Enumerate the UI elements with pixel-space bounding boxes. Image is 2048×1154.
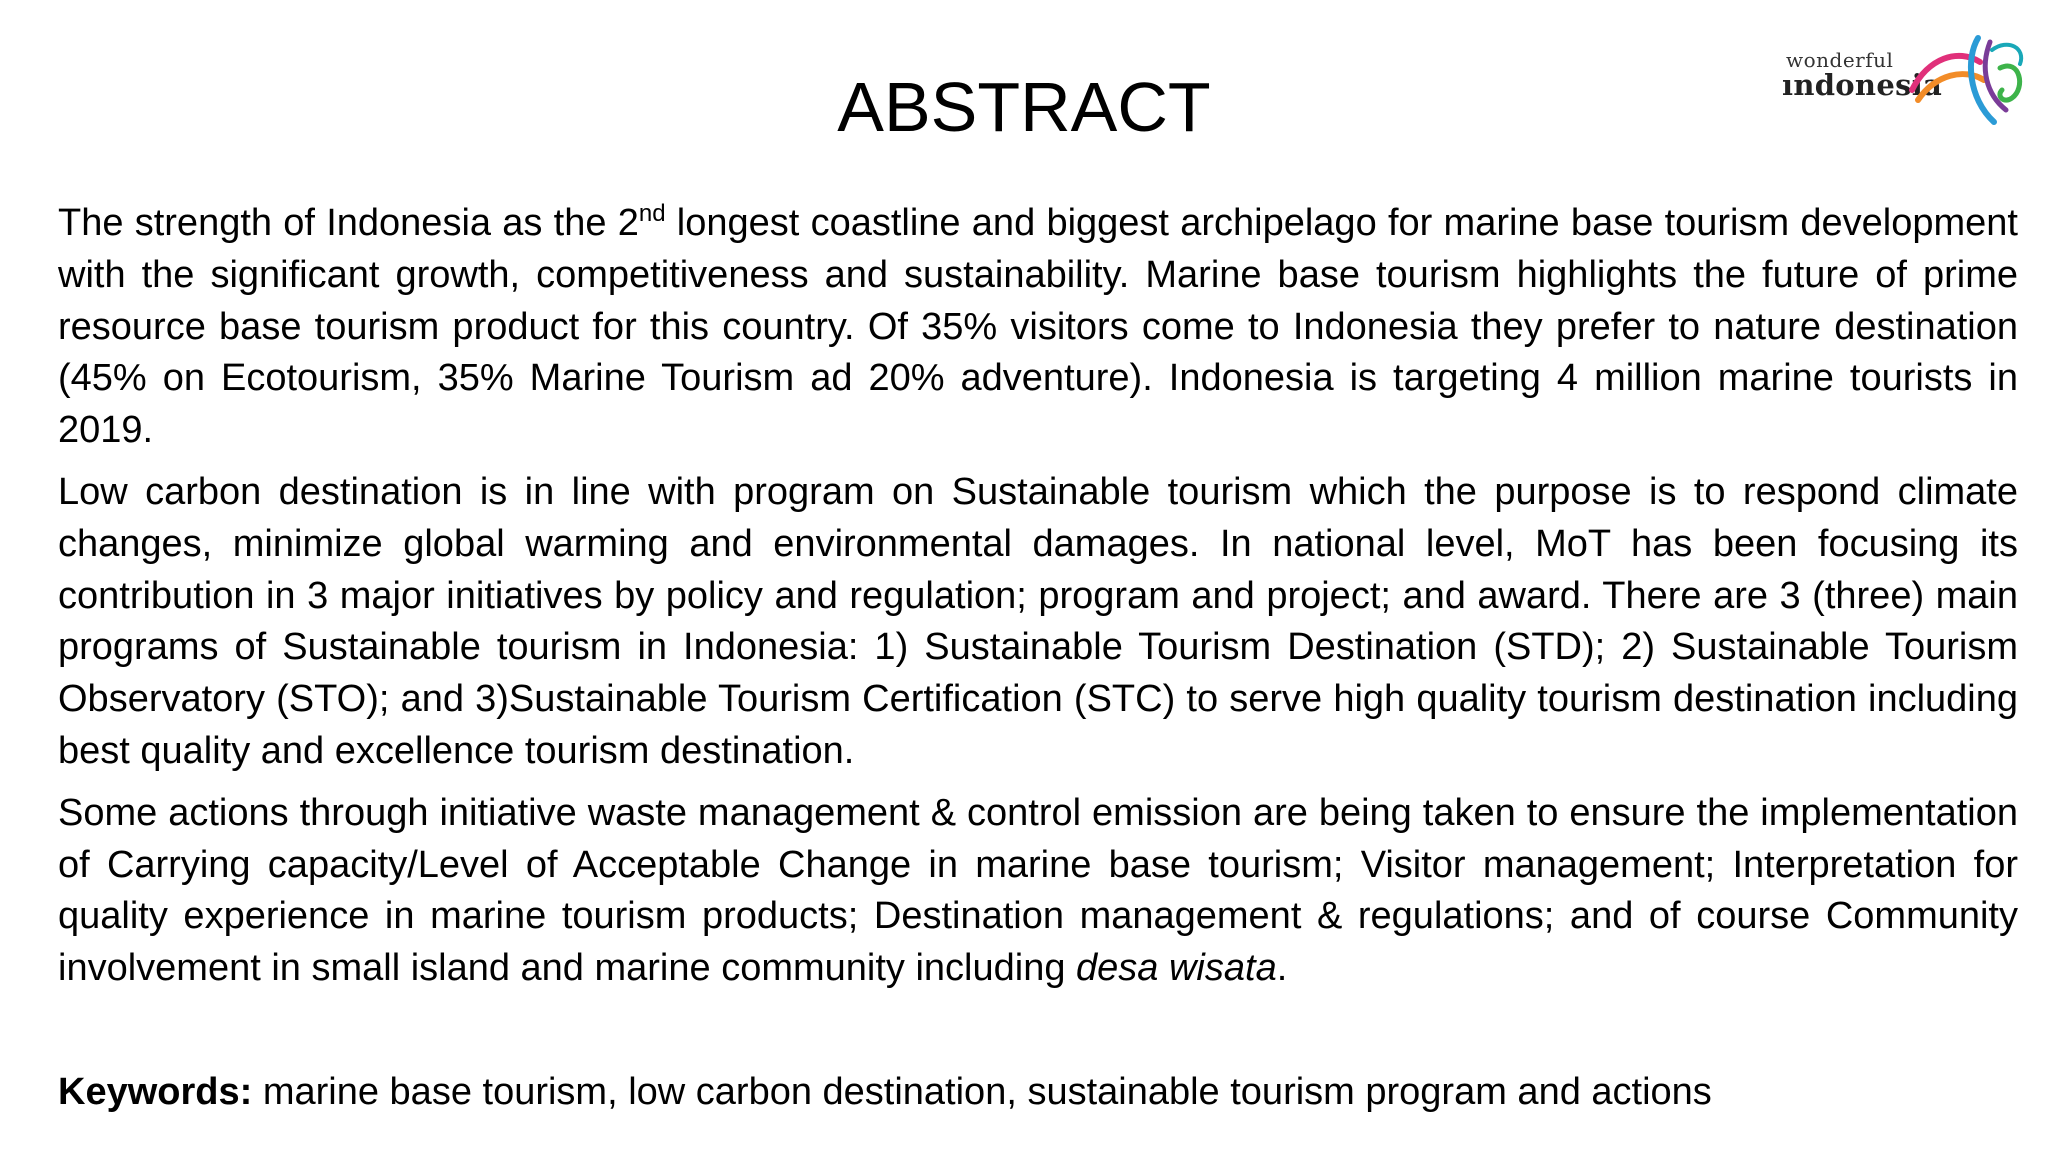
paragraph-1-text-b: longest coastline and biggest archipelago for marine base tourism development with the significant growth, competitiveness and sustainability. Marine base tourism highlights the future of prime resource base tourism product for this country. Of 35% visitors come to Indonesia they prefer to nature destination (45% on Ecotourism, 35% Marine Tourism ad 20% adventure). Indonesia is targeting 4 million marine tourists in 2019. <box>58 202 2018 452</box>
keywords-label: Keywords: <box>58 1071 253 1113</box>
ordinal-superscript: nd <box>638 200 666 227</box>
wonderful-indonesia-logo <box>1770 28 2030 133</box>
slide-title: ABSTRACT <box>837 68 1211 146</box>
paragraph-3-italic-term: desa wisata <box>1076 947 1277 990</box>
abstract-paragraph-2: Low carbon destination is in line with program on Sustainable tourism which the purpose is to respond climate changes, minimize global warming and environmental damages. In national level, MoT has been focusing its contribution in 3 major initiatives by policy and regulation; program and project; and award. There are 3 (three) main programs of Sustainable tourism in Indonesia: 1) Sustainable Tourism Destination (STD); 2) Sustainable Tourism Observatory (STO); and 3)Sustainable Tourism Certification (STC) to serve high quality tourism destination including best quality and excellence tourism destination. <box>58 470 2018 772</box>
paragraph-1-text-a: The strength of Indonesia as the 2 <box>58 202 639 244</box>
abstract-paragraph-1 <box>58 198 2018 457</box>
logo-text-wonderful: wonderful <box>1786 48 1894 72</box>
swirl-green <box>2000 66 2020 100</box>
abstract-paragraph-3 <box>58 788 2018 995</box>
swirl-cyan <box>1992 45 2021 64</box>
paragraph-3-text: Some actions through initiative waste management & control emission are being taken to ensure the implementation of Carrying capacity/Level of Acceptable Change in marine base tourism; Visitor management; Interpretation for quality experience in marine tourism products; Destination management & regulations; and of course Community involvement in small island and marine community including <box>58 791 2018 990</box>
abstract-body <box>58 198 2018 1005</box>
garuda-swirl-icon <box>1908 28 2028 133</box>
logo-text-rest: ndonesia <box>1793 68 1943 102</box>
keywords-text: marine base tourism, low carbon destination, sustainable tourism program and actions <box>252 1071 1712 1113</box>
paragraph-3-end: . <box>1276 947 1288 990</box>
logo-letter-i: ı <box>1782 68 1794 102</box>
keywords-line <box>58 1066 2018 1118</box>
